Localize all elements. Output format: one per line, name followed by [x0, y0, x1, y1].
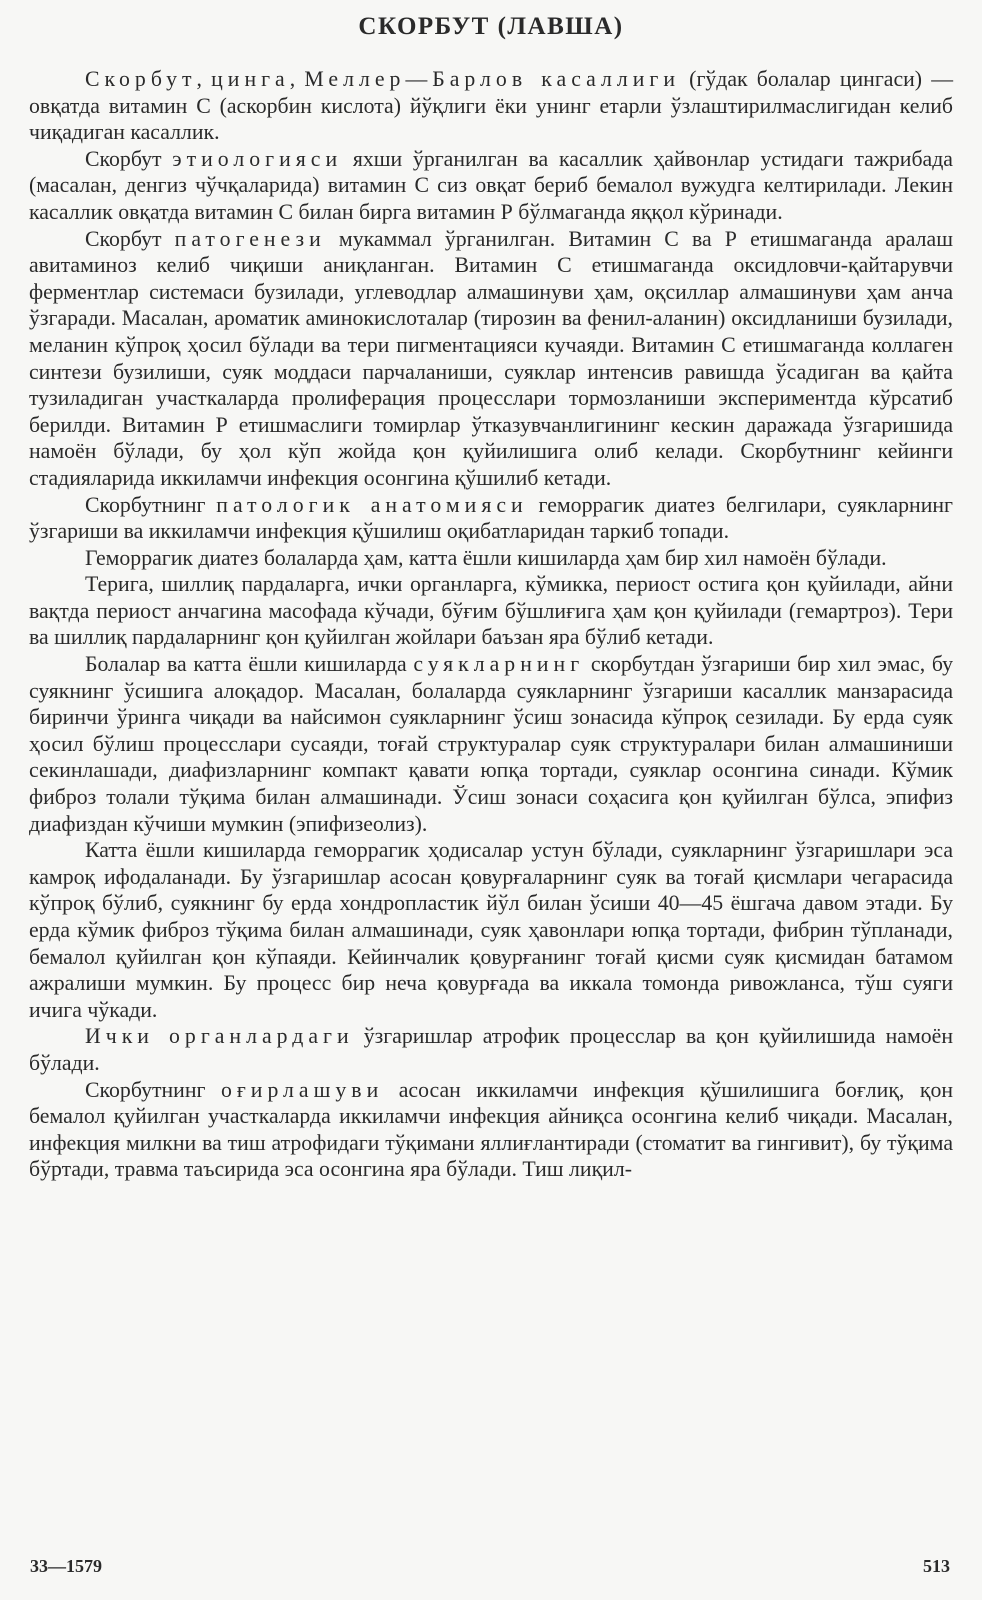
article-body [29, 66, 953, 1183]
paragraph-text: Терига, шиллиқ пардаларга, ички органларга, кўмикка, периост остига қон қуйилади, айни вақтда периост анчагина масофада кўчади, бўғим бўшлиғига ҳам қон қуйилади (гемартроз). Тери ва шиллиқ пардаларнинг қон қуйилган жойлари баъзан яра бўлиб кетади. [29, 572, 953, 650]
paragraph-text: яхши ўрганилган ва касаллик ҳайвонлар устидаги тажрибада (масалан, денгиз чўчқаларида) витамин С сиз овқат бериб бемалол вужудга келтирилади. Лекин касаллик овқатда витамин С билан бирга витамин Р бўлмаганда яққол кўринади. [29, 146, 953, 224]
printer-signature: 33—1579 [30, 1556, 102, 1576]
paragraph-text: , [196, 67, 212, 91]
paragraph-text: Скорбутнинг [85, 1077, 221, 1102]
paragraph-pathologic-anatomy [29, 492, 953, 545]
paragraph-complications [29, 1077, 953, 1183]
paragraph-pathogenesis [29, 226, 953, 492]
paragraph-hemorrhagic-diathesis [29, 545, 953, 572]
paragraph-text: асосан иккиламчи инфекция қўшилишига боғлиқ, қон бемалол қуйилган участкаларда иккиламчи инфекция айниқса осонгина келиб чиқади. Масалан, инфекция милкни ва тиш атрофидаги тўқимани яллиғлантиради (стоматит ва гингивит), бу тўқима бўртади, травма таъсирида эса осонгина яра бўлади. Тиш лиқил- [29, 1077, 954, 1182]
spaced-term: Ички органлардаги [85, 1024, 354, 1049]
paragraph-internal-organs [29, 1023, 953, 1076]
paragraph-intro [29, 66, 953, 146]
paragraph-etiology [29, 146, 953, 226]
page-title: СКОРБУТ (ЛАВША) [358, 13, 624, 40]
paragraph-text: Геморрагик диатез болаларда ҳам, катта ёшли кишиларда ҳам бир хил намоён бўлади. [85, 545, 887, 570]
paragraph-text: Болалар ва катта ёшли кишиларда [85, 652, 414, 677]
paragraph-text: мукаммал ўрганилган. Витамин С ва Р етишмаганда аралаш авитаминоз келиб чиқиши аниқланган. Витамин С етишмаганда оксидловчи-қайтарувчи ферментлар системаси бузилади, углеводлар алмашинуви ҳам, оқсиллар алмашинуви ҳам анча ўзгаради. Масалан, ароматик аминокислоталар (тирозин ва фенил-аланин) оксидланиши бузилади, меланин кўпроқ ҳосил бўлади ва тери пигментацияси кучаяди. Витамин С етишмаганда коллаген синтези бузилиши, суяк моддаси парчаланиши, суяклар интенсив равишда ўсадиган ва қайта тузиладиган участкаларда пролиферация процесслари тормозланиши экспериментда кўрсатиб берилди. Витамин Р етишмаслиги томирлар ўтказувчанлигининг кескин даражада ўзгаришида намоён бўлади, бу ҳол кўп жойда қон қуйилишига олиб келади. Скорбутнинг кейинги стадияларида иккиламчи инфекция осонгина қўшилиб кетади. [29, 226, 954, 490]
spaced-term: этиологияси [172, 146, 343, 171]
spaced-term: Меллер—Барлов касаллиги [304, 67, 681, 91]
spaced-term: патогенези [174, 226, 326, 251]
spaced-term: оғирлашуви [220, 1077, 384, 1102]
paragraph-text: Скорбут [85, 226, 175, 251]
spaced-term: цинга [211, 67, 290, 91]
spaced-term: суякларнинг [413, 652, 585, 677]
paragraph-text: , [289, 67, 305, 91]
paragraph-text: ўзгаришлар атрофик процесслар ва қон қуйилишида намоён бўлади. [29, 1024, 954, 1075]
paragraph-text: Скорбут [85, 146, 173, 171]
spaced-term: патологик анатомияси [216, 492, 528, 517]
paragraph-text: геморрагик диатез белгилари, суякларнинг ўзгариши ва иккиламчи инфекция қўшилиш оқибатларидан таркиб топади. [29, 492, 953, 544]
paragraph-text: скорбутдан ўзгариши бир хил эмас, бу суякнинг ўсишига алоқадор. Масалан, болаларда суякларнинг ўзгариши касаллик манзарасида биринчи ўринга чиқади ва найсимон суякларнинг ўсиш зонасида кўпроқ сезилади. Бу ерда суяк ҳосил бўлиш процесслари сусаяди, тоғай структуралар суяк структуралари билан алмашиниши секинлашади, диафизларнинг компакт қавати юпқа тортади, суяклар осонгина синади. Кўмик фиброз толали тўқима билан алмашинади. Ўсиш зонаси соҳасига қон қуйилган бўлса, эпифиз диафиздан кўчиши мумкин (эпифизеолиз). [29, 652, 953, 836]
paragraph-text: Скорбутнинг [85, 492, 217, 517]
paragraph-text: (гўдак болалар цингаси) — овқатда витамин С (аскорбин кислота) йўқлиги ёки унинг етарли ўзлаштирилмаслигидан келиб чиқадиган касаллик. [29, 67, 953, 145]
page-number: 513 [923, 1556, 950, 1576]
paragraph-adults [29, 837, 953, 1023]
paragraph-text: Катта ёшли кишиларда геморрагик ҳодисалар устун бўлади, суякларнинг ўзгаришлари эса камроқ ифодаланади. Бу ўзгаришлар асосан қовурғаларнинг суяк ва тоғай қисмлари чегарасида кўпроқ бўлиб, суякнинг бу ерда хондропластик йўл билан ўсиши 40—45 ёшгача давом этади. Бу ерда кўмик фиброз тўқима билан алмашинади, суяк ҳавонлари юпқа тортади, фибрин тўпланади, бемалол қуйилган қон кўпаяди. Кейинчалик қовурғанинг тоғай қисми суяк қисмидан батамом ажралиши мумкин. Бу процесс бир неча қовурғада ва иккала томонда ривожланса, тўш суяги ичига чўкади. [29, 838, 953, 1022]
paragraph-hemorrhages [29, 571, 953, 651]
spaced-term: Скорбут [85, 67, 197, 91]
paragraph-bones [29, 651, 953, 837]
